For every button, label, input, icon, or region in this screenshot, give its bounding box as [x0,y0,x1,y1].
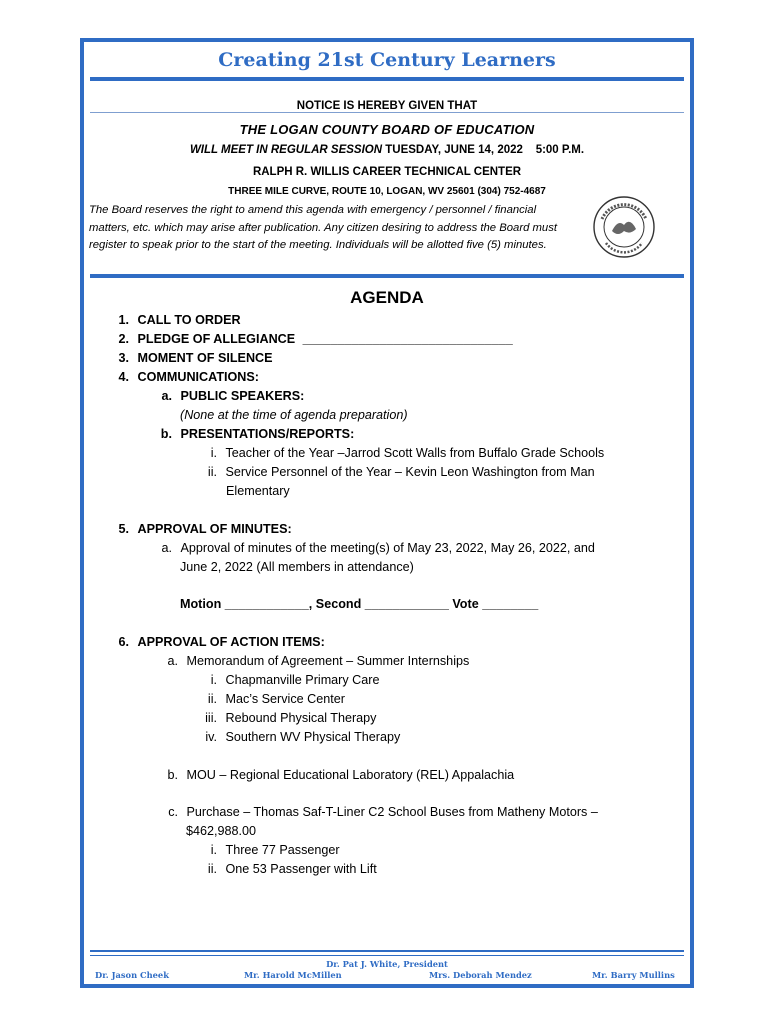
meeting-address: THREE MILE CURVE, ROUTE 10, LOGAN, WV 25601 (304) 752-4687 [228,186,546,197]
agenda-item-6: 6. APPROVAL OF ACTION ITEMS: [118,635,325,649]
meeting-time: 5:00 P.M. [535,144,585,156]
footer-divider-thin [90,955,684,956]
notice-divider [90,112,684,113]
agenda-item-6c-cont: $462,988.00 [186,824,257,838]
board-member-1: Dr. Jason Cheek [95,970,169,980]
agenda-item-4: 4. COMMUNICATIONS: [118,370,259,384]
agenda-item-6a-iv: iv. Southern WV Physical Therapy [205,730,401,744]
agenda-item-5a-cont: June 2, 2022 (All members in attendance) [180,560,414,574]
agenda-item-4a-note: (None at the time of agenda preparation) [180,408,408,422]
agenda-item-5: 5. APPROVAL OF MINUTES: [118,522,292,536]
agenda-item-4a: a. PUBLIC SPEAKERS: [161,389,305,403]
agenda-item-4b: b. PRESENTATIONS/REPORTS: [160,427,355,441]
footer-divider [90,950,684,952]
agenda-item-6c-i: i. Three 77 Passenger [210,843,340,857]
agenda-item-4b-ii-cont: Elementary [226,484,290,498]
board-president: Dr. Pat J. White, President [326,959,448,969]
agenda-item-6c-ii: ii. One 53 Passenger with Lift [207,862,377,876]
county-seal-icon [592,195,656,259]
agenda-item-1: 1. CALL TO ORDER [118,313,241,327]
agenda-item-6a-iii: iii. Rebound Physical Therapy [205,711,377,725]
board-name: THE LOGAN COUNTY BOARD OF EDUCATION [239,122,535,137]
document-title: Creating 21st Century Learners [218,49,556,71]
agenda-item-6b: b. MOU – Regional Educational Laboratory (REL) Appalachia [167,768,515,782]
agenda-item-6a: a. Memorandum of Agreement – Summer Internships [167,654,470,668]
board-member-3: Mrs. Deborah Mendez [429,970,532,980]
board-member-2: Mr. Harold McMillen [244,970,342,980]
meeting-location: RALPH R. WILLIS CAREER TECHNICAL CENTER [252,166,522,178]
agenda-item-6a-ii: ii. Mac’s Service Center [207,692,345,706]
agenda-item-6a-i: i. Chapmanville Primary Care [210,673,380,687]
agenda-title: AGENDA [350,288,424,307]
meeting-line [84,144,690,156]
agenda-item-3: 3. MOMENT OF SILENCE [118,351,273,365]
motion-line: Motion ____________, Second ____________ Vote ________ [180,597,539,611]
agenda-item-4b-ii: ii. Service Personnel of the Year – Kevin Leon Washington from Man [207,465,595,479]
agenda-item-5a: a. Approval of minutes of the meeting(s) of May 23, 2022, May 26, 2022, and [161,541,595,555]
title-divider [90,77,684,81]
pledge-blank: ______________________________ [302,332,513,346]
board-member-4: Mr. Barry Mullins [592,970,675,980]
meeting-prefix: WILL MEET IN REGULAR SESSION [189,144,383,156]
disclaimer-text: The Board reserves the right to amend this agenda with emergency / personnel / financial matters, etc. which may arise after publication. Any citizen desiring to address the Board must register to speak prior to the start of the meeting. Individuals will be allotted five (5) minutes. [89,204,557,251]
agenda-item-4b-i: i. Teacher of the Year –Jarrod Scott Walls from Buffalo Grade Schools [210,446,605,460]
agenda-item-6c: c. Purchase – Thomas Saf-T-Liner C2 School Buses from Matheny Motors – [168,805,598,819]
agenda-item-2: 2. PLEDGE OF ALLEGIANCE ______________________________ [118,332,513,346]
notice-text: NOTICE IS HEREBY GIVEN THAT [296,100,478,112]
document-frame [80,38,694,988]
agenda-divider [90,274,684,278]
meeting-date: TUESDAY, JUNE 14, 2022 [385,144,523,156]
